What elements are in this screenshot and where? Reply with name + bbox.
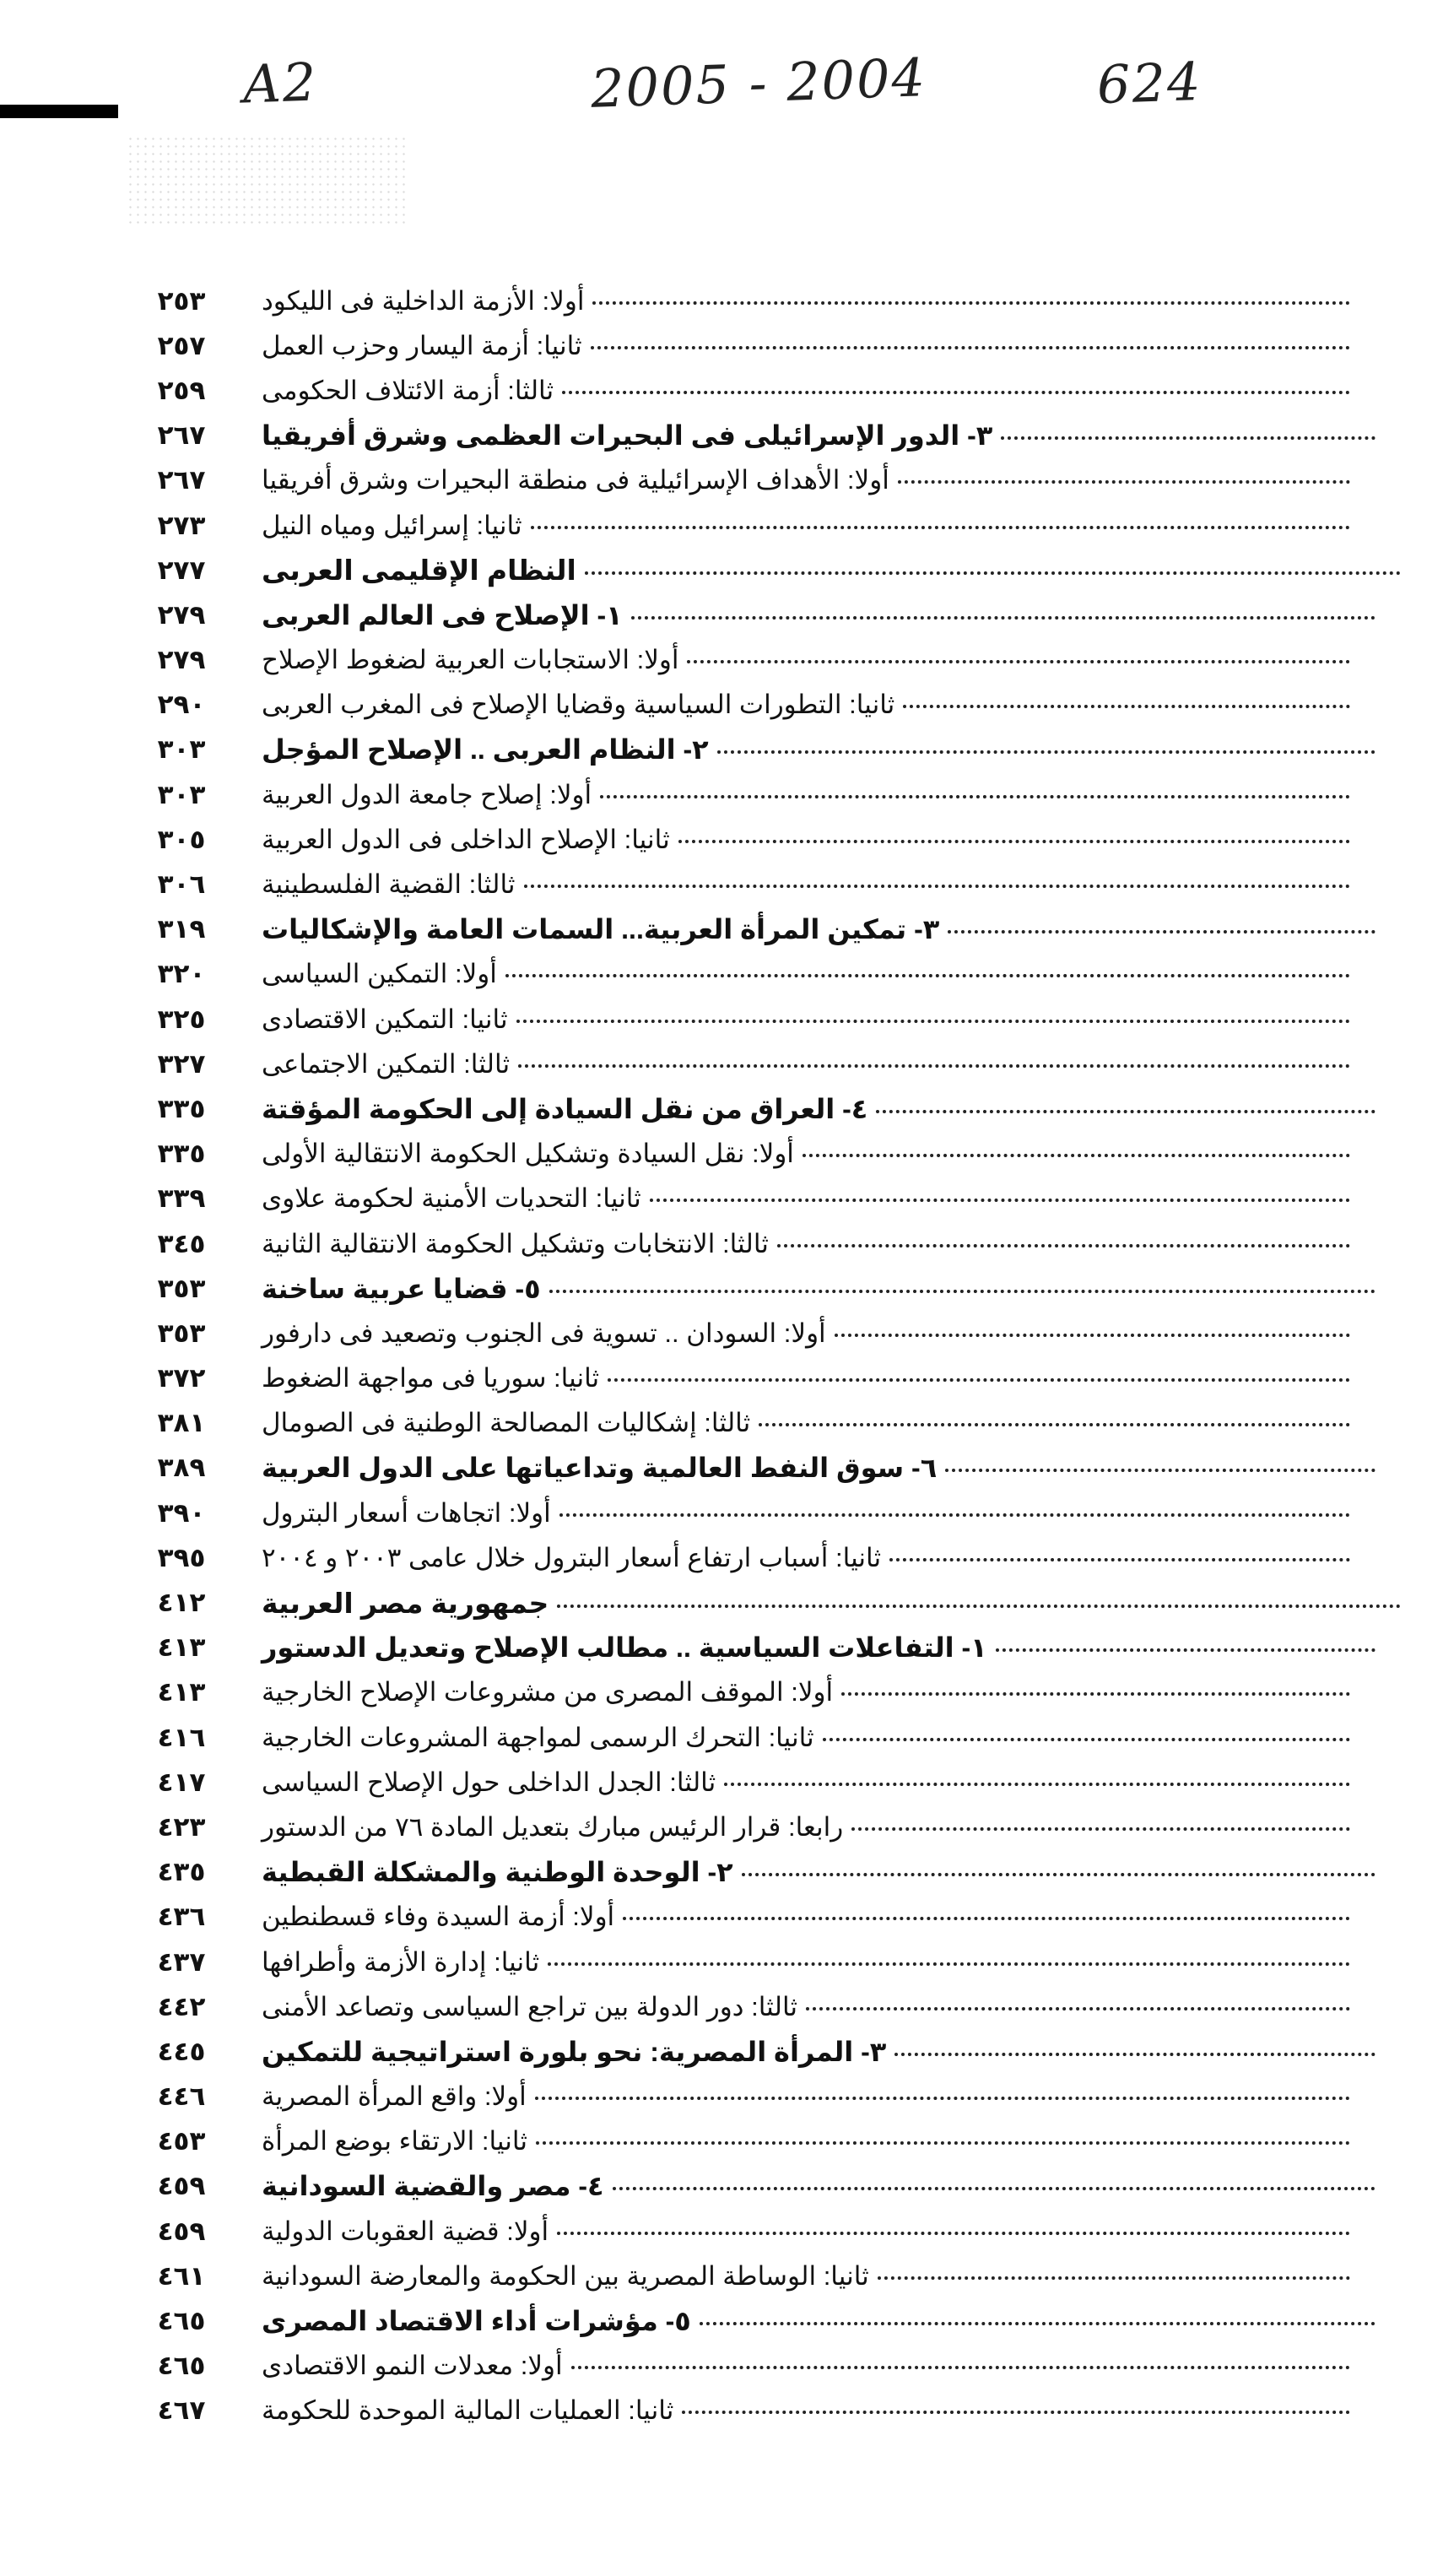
dot-leader	[903, 705, 1350, 708]
toc-entry	[262, 511, 1359, 541]
dot-leader	[742, 1873, 1375, 1876]
toc-part-title: النظام الإقليمى العربى	[262, 555, 576, 587]
toc-entry	[262, 780, 1359, 810]
toc-subentry-title: رابعا: قرار الرئيس مبارك بتعديل المادة ٧٦ من الدستور	[262, 1811, 844, 1842]
toc-section-title: ٣- المرأة المصرية: نحو بلورة استراتيجية للتمكين	[262, 2036, 887, 2067]
toc-entry	[262, 1587, 1409, 1620]
toc-entry	[262, 1139, 1359, 1169]
toc-entry	[262, 465, 1359, 495]
toc-page-number: ٢٥٣	[157, 285, 206, 317]
dot-leader	[592, 301, 1350, 305]
dot-leader	[531, 526, 1350, 529]
toc-page-number: ٢٧٧	[157, 555, 206, 586]
toc-page-number: ٤٥٣	[157, 2126, 206, 2157]
toc-entry	[262, 733, 1384, 766]
toc-subentry-title: ثانيا: أسباب ارتفاع أسعار البترول خلال عامى ٢٠٠٣ و ٢٠٠٤	[262, 1542, 882, 1572]
toc-section-title: ٣- الدور الإسرائيلى فى البحيرات العظمى وشرق أفريقيا	[262, 420, 993, 452]
toc-entry	[262, 1856, 1384, 1888]
toc-row	[135, 1626, 1409, 1670]
toc-entry	[262, 286, 1359, 317]
toc-page-number: ٣٨٩	[157, 1453, 206, 1484]
dot-leader	[878, 2276, 1350, 2280]
toc-row	[135, 1401, 1409, 1446]
toc-page-number: ٣٨١	[157, 1408, 206, 1439]
dot-leader	[678, 840, 1350, 843]
toc-page-number: ٣٩٠	[157, 1497, 206, 1529]
toc-entry	[262, 554, 1409, 587]
toc-entry	[262, 1677, 1359, 1707]
toc-page-number: ٣٠٣	[157, 779, 206, 810]
toc-part-title: جمهورية مصر العربية	[262, 1587, 549, 1619]
toc-row	[135, 2209, 1409, 2254]
toc-row	[135, 1266, 1409, 1311]
toc-row	[135, 907, 1409, 952]
toc-section-title: ٥- قضايا عربية ساخنة	[262, 1273, 541, 1304]
handwritten-years: 2005 - 2004	[589, 46, 928, 120]
dot-leader	[516, 1020, 1350, 1023]
toc-page-number: ٢٥٧	[157, 330, 206, 361]
toc-section-title: ٤- مصر والقضية السودانية	[262, 2171, 604, 2202]
toc-subentry-title: ثانيا: التحرك الرسمى لمواجهة المشروعات الخارجية	[262, 1722, 814, 1752]
toc-page-number: ٣٥٣	[157, 1318, 206, 1349]
toc-row	[135, 1580, 1409, 1625]
toc-subentry-title: أولا: أزمة السيدة وفاء قسطنطين	[262, 1902, 615, 1932]
toc-row	[135, 1850, 1409, 1895]
toc-row	[135, 2075, 1409, 2119]
toc-section-title: ٣- تمكين المرأة العربية... السمات العامة والإشكاليات	[262, 914, 940, 945]
toc-page-number: ٣١٩	[157, 914, 206, 945]
toc-page-number: ٢٧٩	[157, 599, 206, 630]
scan-edge-mark	[0, 105, 118, 118]
toc-row	[135, 2389, 1409, 2433]
toc-subentry-title: ثالثا: دور الدولة بين تراجع السياسى وتصاعد الأمنى	[262, 1991, 798, 2021]
dot-leader	[898, 480, 1350, 484]
dot-leader	[682, 2411, 1350, 2414]
toc-section-title: ٢- الوحدة الوطنية والمشكلة القبطية	[262, 1857, 733, 1888]
toc-entry	[262, 419, 1384, 452]
toc-page-number: ٤٥٩	[157, 2216, 206, 2247]
dot-leader	[518, 1064, 1350, 1068]
toc-row	[135, 772, 1409, 817]
dot-leader	[559, 1513, 1350, 1517]
dot-leader	[717, 750, 1375, 754]
toc-page-number: ٣٩٥	[157, 1542, 206, 1573]
toc-row	[135, 1715, 1409, 1760]
toc-entry	[262, 825, 1359, 855]
toc-row	[135, 683, 1409, 728]
toc-row	[135, 458, 1409, 503]
dot-leader	[777, 1244, 1350, 1247]
toc-page-number: ٤١٣	[157, 1677, 206, 1708]
scan-noise	[127, 135, 405, 228]
dot-leader	[889, 1558, 1350, 1561]
toc-page-number: ٢٥٩	[157, 375, 206, 406]
toc-subentry-title: أولا: اتجاهات أسعار البترول	[262, 1497, 551, 1528]
dot-leader	[1001, 436, 1375, 440]
toc-page-number: ٤٦٥	[157, 2351, 206, 2382]
toc-subentry-title: أولا: السودان .. تسوية فى الجنوب وتصعيد فى دارفور	[262, 1318, 826, 1348]
toc-row	[135, 368, 1409, 413]
table-of-contents	[135, 279, 1409, 2498]
toc-row	[135, 2344, 1409, 2389]
dot-leader	[557, 1605, 1401, 1608]
dot-leader	[524, 885, 1350, 888]
dot-leader	[557, 2232, 1350, 2235]
dot-leader	[700, 2322, 1375, 2325]
toc-row	[135, 279, 1409, 323]
toc-section-title: ١- التفاعلات السياسية .. مطالب الإصلاح وتعديل الدستور	[262, 1632, 987, 1664]
toc-page-number: ٤١٢	[157, 1588, 206, 1619]
toc-entry	[262, 1812, 1359, 1843]
toc-row	[135, 638, 1409, 683]
toc-page-number: ٢٦٧	[157, 465, 206, 496]
toc-page-number: ٣٠٦	[157, 869, 206, 901]
toc-section-title: ٦- سوق النفط العالمية وتداعياتها على الدول العربية	[262, 1453, 938, 1484]
toc-entry	[262, 1632, 1384, 1664]
toc-subentry-title: ثالثا: الانتخابات وتشكيل الحكومة الانتقالية الثانية	[262, 1228, 769, 1258]
handwritten-number: 624	[1095, 50, 1203, 116]
dot-leader	[535, 2097, 1350, 2100]
dot-leader	[823, 1738, 1350, 1741]
toc-entry	[262, 1947, 1359, 1978]
toc-entry	[262, 1723, 1359, 1753]
dot-leader	[623, 1917, 1350, 1920]
toc-page-number: ٤٦٥	[157, 2306, 206, 2337]
toc-page-number: ٤٣٥	[157, 1857, 206, 1888]
dot-leader	[876, 1110, 1375, 1113]
toc-subentry-title: ثانيا: التمكين الاقتصادى	[262, 1004, 508, 1034]
dot-leader	[724, 1783, 1350, 1786]
dot-leader	[650, 1199, 1350, 1202]
toc-entry	[262, 1498, 1359, 1529]
toc-subentry-title: أولا: معدلات النمو الاقتصادى	[262, 2351, 563, 2381]
toc-row	[135, 1311, 1409, 1356]
toc-entry	[262, 1093, 1384, 1125]
toc-row	[135, 1984, 1409, 2029]
toc-page-number: ٣٠٥	[157, 824, 206, 855]
toc-row	[135, 817, 1409, 862]
toc-page-number: ٢٦٧	[157, 420, 206, 452]
toc-entry	[262, 1183, 1359, 1214]
toc-entry	[262, 2081, 1359, 2112]
toc-page-number: ٣٣٥	[157, 1139, 206, 1170]
dot-leader	[835, 1334, 1350, 1337]
toc-row	[135, 593, 1409, 637]
toc-entry	[262, 1363, 1359, 1394]
handwritten-code: A2	[241, 51, 319, 116]
dot-leader	[549, 1290, 1375, 1293]
toc-page-number: ٤٢٣	[157, 1811, 206, 1843]
toc-entry	[262, 2261, 1359, 2292]
toc-subentry-title: ثالثا: التمكين الاجتماعى	[262, 1048, 511, 1079]
toc-entry	[262, 1049, 1359, 1080]
toc-entry	[262, 1004, 1359, 1035]
toc-subentry-title: أولا: الاستجابات العربية لضغوط الإصلاح	[262, 645, 679, 675]
dot-leader	[806, 2007, 1350, 2010]
toc-subentry-title: أولا: إصلاح جامعة الدول العربية	[262, 779, 592, 809]
dot-leader	[631, 616, 1375, 620]
dot-leader	[759, 1423, 1350, 1426]
toc-page-number: ٤٥٩	[157, 2171, 206, 2202]
toc-row	[135, 1760, 1409, 1805]
toc-subentry-title: ثانيا: الإصلاح الداخلى فى الدول العربية	[262, 824, 670, 854]
toc-row	[135, 2298, 1409, 2343]
toc-page-number: ٤١٣	[157, 1632, 206, 1664]
toc-page-number: ٤١٦	[157, 1722, 206, 1753]
toc-subentry-title: ثانيا: التحديات الأمنية لحكومة علاوى	[262, 1183, 641, 1214]
toc-entry	[262, 376, 1359, 406]
toc-entry	[262, 913, 1384, 945]
toc-section-title: ٤- العراق من نقل السيادة إلى الحكومة المؤقتة	[262, 1093, 868, 1124]
dot-leader	[996, 1648, 1375, 1652]
dot-leader	[608, 1378, 1350, 1382]
toc-row	[135, 952, 1409, 997]
dot-leader	[562, 391, 1350, 394]
toc-row	[135, 1221, 1409, 1266]
toc-subentry-title: ثانيا: العمليات المالية الموحدة للحكومة	[262, 2395, 674, 2426]
dot-leader	[894, 2053, 1375, 2056]
toc-entry	[262, 1767, 1359, 1798]
toc-row	[135, 997, 1409, 1042]
toc-section-title: ١- الإصلاح فى العالم العربى	[262, 599, 623, 630]
dot-leader	[571, 2366, 1350, 2369]
toc-subentry-title: ثانيا: إسرائيل ومياه النيل	[262, 510, 522, 540]
dot-leader	[687, 660, 1350, 663]
toc-page-number: ٢٧٣	[157, 510, 206, 541]
toc-row	[135, 1356, 1409, 1401]
toc-subentry-title: ثانيا: سوريا فى مواجهة الضغوط	[262, 1363, 600, 1394]
toc-entry	[262, 1902, 1359, 1932]
toc-page-number: ٤٣٦	[157, 1902, 206, 1933]
toc-page-number: ٣٢٥	[157, 1004, 206, 1035]
toc-row	[135, 1895, 1409, 1940]
toc-entry	[262, 690, 1359, 720]
toc-page-number: ٣٢٧	[157, 1048, 206, 1080]
toc-subentry-title: أولا: الأزمة الداخلية فى الليكود	[262, 285, 585, 316]
toc-subentry-title: ثالثا: إشكاليات المصالحة الوطنية فى الصومال	[262, 1408, 751, 1438]
toc-row	[135, 2254, 1409, 2298]
toc-row	[135, 1042, 1409, 1086]
toc-row	[135, 503, 1409, 548]
toc-entry	[262, 1543, 1359, 1573]
toc-subentry-title: أولا: التمكين السياسى	[262, 959, 497, 989]
dot-leader	[600, 795, 1350, 798]
toc-subentry-title: ثانيا: أزمة اليسار وحزب العمل	[262, 330, 582, 360]
toc-entry	[262, 599, 1384, 631]
toc-row	[135, 862, 1409, 906]
toc-subentry-title: ثالثا: القضية الفلسطينية	[262, 869, 516, 900]
toc-row	[135, 1670, 1409, 1715]
toc-entry	[262, 1408, 1359, 1438]
toc-page-number: ٣٠٣	[157, 734, 206, 766]
dot-leader	[505, 974, 1350, 977]
toc-entry	[262, 1992, 1359, 2022]
toc-page-number: ٣٧٢	[157, 1363, 206, 1394]
toc-page-number: ٤١٧	[157, 1767, 206, 1798]
toc-section-title: ٥- مؤشرات أداء الاقتصاد المصرى	[262, 2306, 691, 2337]
toc-row	[135, 1177, 1409, 1221]
toc-page-number: ٣٣٥	[157, 1093, 206, 1124]
toc-page-number: ٣٥٣	[157, 1273, 206, 1304]
toc-entry	[262, 1318, 1359, 1349]
toc-entry	[262, 2395, 1359, 2426]
toc-entry	[262, 2126, 1359, 2157]
toc-entry	[262, 645, 1359, 675]
toc-section-title: ٢- النظام العربى .. الإصلاح المؤجل	[262, 734, 709, 766]
toc-row	[135, 414, 1409, 458]
toc-subentry-title: ثانيا: الارتقاء بوضع المرأة	[262, 2126, 527, 2157]
toc-entry	[262, 2170, 1384, 2202]
dot-leader	[945, 1469, 1375, 1472]
dot-leader	[851, 1827, 1350, 1831]
toc-entry	[262, 1229, 1359, 1259]
toc-subentry-title: أولا: قضية العقوبات الدولية	[262, 2216, 549, 2246]
toc-entry	[262, 2351, 1359, 2381]
toc-page-number: ٤٦١	[157, 2260, 206, 2292]
toc-subentry-title: أولا: الأهداف الإسرائيلية فى منطقة البحيرات وشرق أفريقيا	[262, 465, 889, 495]
toc-subentry-title: ثانيا: الوساطة المصرية بين الحكومة والمعارضة السودانية	[262, 2260, 869, 2291]
dot-leader	[591, 346, 1350, 349]
toc-page-number: ٤٤٥	[157, 2036, 206, 2067]
toc-entry	[262, 869, 1359, 900]
toc-page-number: ٣٤٥	[157, 1228, 206, 1259]
dot-leader	[948, 930, 1375, 934]
toc-page-number: ٤٤٢	[157, 1991, 206, 2022]
toc-entry	[262, 1273, 1384, 1305]
toc-row	[135, 1446, 1409, 1491]
toc-page-number: ٣٣٩	[157, 1183, 206, 1215]
toc-page-number: ٤٤٦	[157, 2081, 206, 2113]
toc-row	[135, 1086, 1409, 1131]
toc-entry	[262, 2216, 1359, 2247]
toc-subentry-title: أولا: نقل السيادة وتشكيل الحكومة الانتقالية الأولى	[262, 1139, 794, 1169]
toc-row	[135, 1132, 1409, 1177]
toc-row	[135, 728, 1409, 772]
dot-leader	[548, 1962, 1350, 1966]
toc-page-number: ٢٧٩	[157, 645, 206, 676]
toc-subentry-title: أولا: الموقف المصرى من مشروعات الإصلاح الخارجية	[262, 1677, 834, 1707]
toc-entry	[262, 331, 1359, 361]
toc-subentry-title: ثالثا: الجدل الداخلى حول الإصلاح السياسى	[262, 1767, 716, 1797]
toc-subentry-title: ثانيا: إدارة الأزمة وأطرافها	[262, 1946, 540, 1977]
toc-row	[135, 1805, 1409, 1849]
toc-page-number: ٤٣٧	[157, 1946, 206, 1978]
toc-entry	[262, 2305, 1384, 2337]
toc-entry	[262, 2036, 1384, 2068]
toc-row	[135, 1535, 1409, 1580]
toc-row	[135, 1940, 1409, 1984]
toc-subentry-title: ثانيا: التطورات السياسية وقضايا الإصلاح فى المغرب العربى	[262, 690, 895, 720]
toc-entry	[262, 959, 1359, 989]
toc-subentry-title: ثالثا: أزمة الائتلاف الحكومى	[262, 375, 554, 405]
toc-row	[135, 2164, 1409, 2209]
toc-row	[135, 1491, 1409, 1535]
dot-leader	[585, 571, 1401, 575]
dot-leader	[536, 2141, 1350, 2145]
toc-page-number: ٣٢٠	[157, 959, 206, 990]
toc-subentry-title: أولا: واقع المرأة المصرية	[262, 2081, 527, 2112]
toc-page-number: ٤٦٧	[157, 2395, 206, 2427]
toc-row	[135, 2029, 1409, 2074]
dot-leader	[841, 1692, 1350, 1696]
dot-leader	[613, 2187, 1376, 2190]
toc-row	[135, 548, 1409, 593]
toc-page-number: ٢٩٠	[157, 690, 206, 721]
dot-leader	[803, 1154, 1350, 1157]
toc-row	[135, 2119, 1409, 2164]
toc-row	[135, 323, 1409, 368]
toc-entry	[262, 1452, 1384, 1484]
